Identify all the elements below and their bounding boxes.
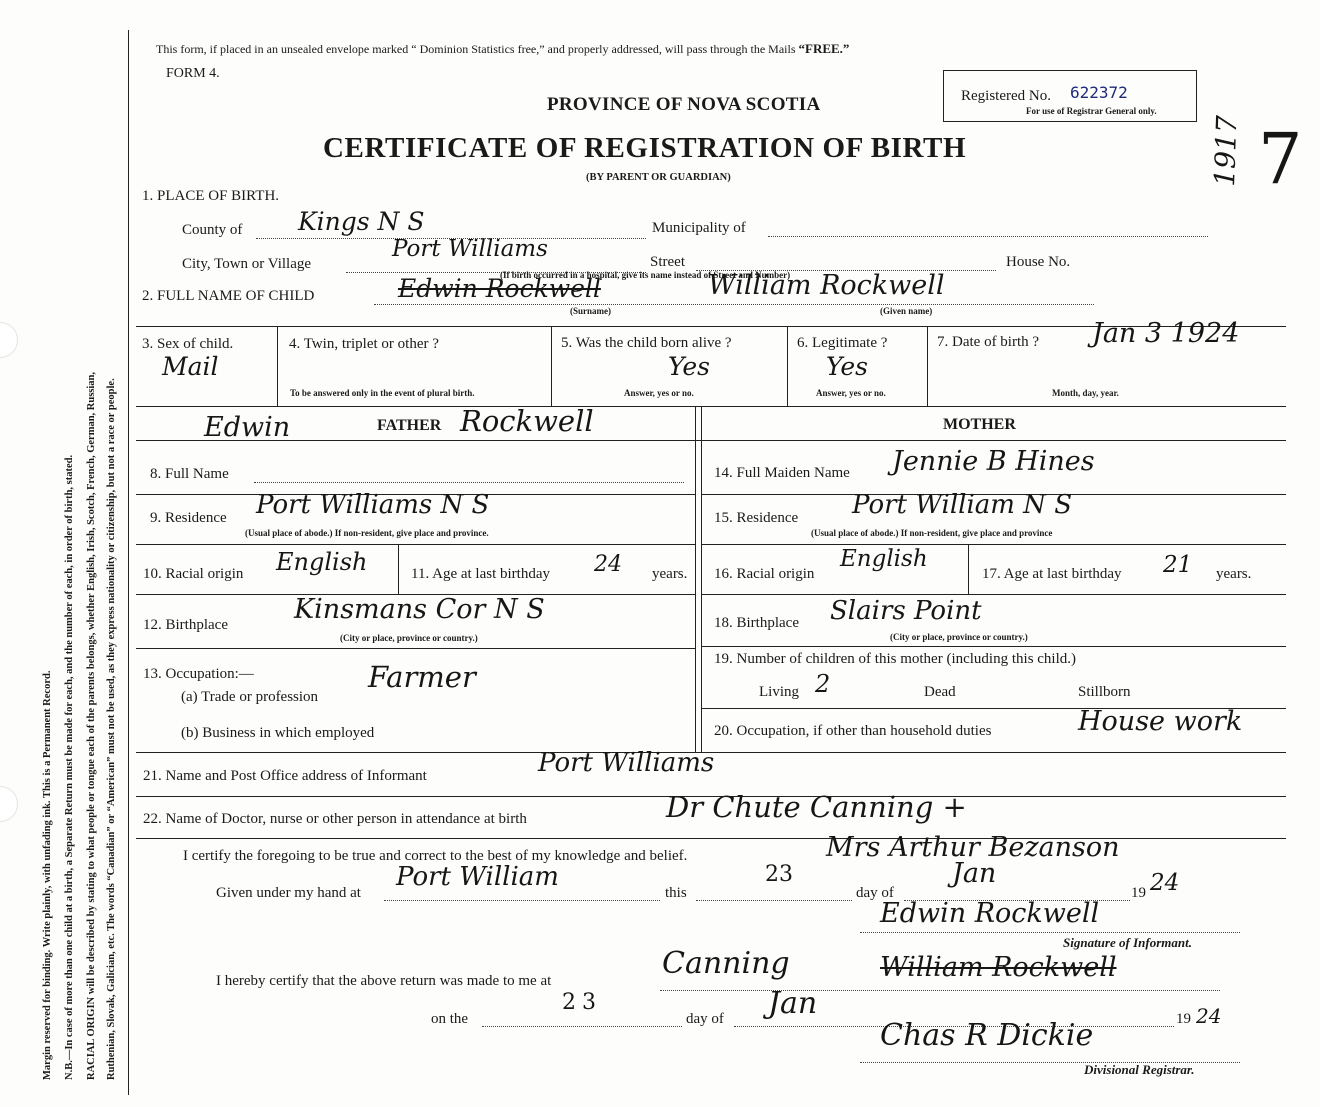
house-label: House No. [1006, 254, 1071, 270]
mother-dead-label: Dead [924, 684, 956, 700]
father-last-hand: Rockwell [460, 404, 594, 438]
margin-text-racial-origin-1: RACIAL ORIGIN will be described by stating to what people or tongue each of the parents belongs, whether English, Irish, Scotch, French, German, Russian, [86, 371, 97, 1080]
mother-racial-value: English [840, 546, 928, 572]
informant-sig-label: Signature of Informant. [1063, 935, 1192, 950]
certify-text: I certify the foregoing to be true and correct to the best of my knowledge and belief. [183, 848, 688, 864]
postage-free: “FREE.” [798, 41, 850, 56]
margin-text-racial-origin-2: Ruthenian, Slovak, Galician, etc. The words “Canadian” or “American” must not be used, as they express nationality or citizenship, but not a race or people. [106, 378, 117, 1080]
sex-label: 3. Sex of child. [142, 336, 234, 352]
given-month-value: Jan [952, 858, 997, 889]
mother-occupation-value: House work [1078, 706, 1243, 737]
legitimate-label: 6. Legitimate ? [797, 335, 888, 351]
registered-box [943, 70, 1197, 122]
registrar-place-dots [660, 990, 1220, 991]
informant-value: Port Williams [538, 748, 715, 778]
certificate-subtitle: (BY PARENT OR GUARDIAN) [586, 172, 731, 183]
date-of-birth-value: Jan 3 1924 [1092, 318, 1240, 349]
mother-racial-divider [968, 544, 969, 594]
registered-label: Registered No. [961, 88, 1051, 104]
margin-text-binding: Margin reserved for binding. Write plainly, with unfading ink. This is a Permanent Record. [42, 670, 53, 1080]
county-label: County of [182, 222, 243, 238]
given-year-prefix: 19 [1131, 885, 1146, 901]
province-heading: PROVINCE OF NOVA SCOTIA [547, 94, 821, 115]
certificate-title: CERTIFICATE OF REGISTRATION OF BIRTH [323, 132, 967, 164]
mother-living-label: Living [759, 684, 799, 700]
registered-number: 622372 [1070, 83, 1128, 102]
mother-years: years. [1216, 566, 1252, 582]
mother-children-label: 19. Number of children of this mother (including this child.) [714, 651, 1077, 667]
row3-divider-2 [551, 326, 552, 406]
postage-notice [156, 41, 849, 57]
registrar-year-prefix: 19 [1176, 1011, 1191, 1027]
parents-top-rule [136, 440, 1286, 441]
mother-racial-rule [701, 594, 1286, 595]
child-name-struck: Edwin Rockwell [398, 274, 601, 303]
surname-note: (Surname) [570, 306, 611, 316]
alive-note: Answer, yes or no. [624, 388, 694, 398]
father-residence-value: Port Williams N S [256, 490, 490, 520]
registrar-margin-mark: 1917 [1208, 114, 1244, 188]
twin-label: 4. Twin, triplet or other ? [289, 336, 439, 352]
father-business-label: (b) Business in which employed [181, 725, 375, 741]
row3-bottom-rule [136, 406, 1286, 407]
father-birthplace-label: 12. Birthplace [143, 617, 228, 633]
county-value: Kings N S [298, 207, 425, 236]
row3-divider-1 [277, 326, 278, 406]
registrar-place-value: Canning [662, 946, 790, 981]
margin-stroke-seven: 7 [1258, 118, 1303, 200]
child-name-label: 2. FULL NAME OF CHILD [142, 288, 315, 304]
legitimate-note: Answer, yes or no. [816, 388, 886, 398]
alive-value: Yes [668, 352, 710, 381]
city-label: City, Town or Village [182, 256, 312, 272]
mother-racial-label: 16. Racial origin [714, 566, 815, 582]
father-residence-rule [136, 544, 696, 545]
mother-maiden-value: Jennie B Hines [892, 446, 1095, 477]
registrar-day-of-label: day of [686, 1011, 724, 1027]
mother-birthplace-value: Slairs Point [830, 596, 982, 626]
alive-label: 5. Was the child born alive ? [561, 335, 732, 351]
registrar-day-dots [482, 1026, 682, 1027]
given-name-note: (Given name) [880, 306, 933, 316]
given-day-of-label: day of [856, 885, 894, 901]
mother-abode-note-b: If non-resident, give place and province [900, 528, 1053, 538]
registrar-struck-name: William Rockwell [880, 952, 1117, 983]
father-residence-label: 9. Residence [150, 510, 227, 526]
mother-residence-rule [701, 544, 1286, 545]
margin-text-plural-birth: N.B.—In case of more than one child at a birth, a Separate Return must be made for each, and the number of each, in order of birth, stated. [64, 454, 75, 1080]
divisional-registrar-label: Divisional Registrar. [1084, 1062, 1195, 1077]
registrar-year-value: 24 [1196, 1004, 1222, 1028]
father-age-label: 11. Age at last birthday [411, 566, 550, 582]
informant-signature: Edwin Rockwell [880, 898, 1100, 929]
given-place-dots [384, 900, 660, 901]
mother-city-note: (City or place, province or country.) [890, 632, 1028, 642]
child-name-dots [374, 304, 1094, 305]
registrar-certify-text: I hereby certify that the above return was made to me at [216, 973, 552, 989]
mother-residence-label: 15. Residence [714, 510, 799, 526]
binding-hole-top [0, 322, 18, 358]
registrar-month-value: Jan [768, 986, 818, 1021]
father-age-value: 24 [594, 552, 622, 577]
mother-occupation-label: 20. Occupation, if other than household duties [714, 723, 992, 739]
given-year-value: 24 [1150, 870, 1180, 896]
sex-value: Mail [162, 352, 219, 381]
registrar-day-value: 23 [562, 990, 602, 1015]
given-this-label: this [665, 885, 687, 901]
mother-stillborn-label: Stillborn [1078, 684, 1131, 700]
mother-abode-note [811, 528, 1052, 538]
father-heading: FATHER [377, 417, 442, 434]
given-day-value: 23 [765, 862, 793, 887]
binding-margin-line [128, 30, 129, 1095]
father-years: years. [652, 566, 688, 582]
form-number: FORM 4. [166, 66, 220, 81]
twin-note: To be answered only in the event of plural birth. [290, 388, 475, 398]
mother-age-value: 21 [1163, 552, 1193, 578]
father-abode-note [245, 528, 489, 538]
father-trade-value: Farmer [368, 660, 476, 694]
father-abode-note-a: (Usual place of abode.) [245, 528, 333, 538]
informant-label: 21. Name and Post Office address of Informant [143, 768, 427, 784]
father-racial-divider [398, 544, 399, 594]
child-name-value: William Rockwell [708, 270, 945, 301]
informant-sig-dots [860, 932, 1240, 933]
mother-abode-note-a: (Usual place of abode.) [811, 528, 899, 538]
parents-center-double-rule-b [701, 406, 702, 753]
mother-maiden-label: 14. Full Maiden Name [714, 465, 850, 481]
parents-center-double-rule-a [695, 406, 696, 753]
certify-signer: Mrs Arthur Bezanson [826, 832, 1120, 863]
postage-notice-text: This form, if placed in an unsealed envelope marked “ Dominion Statistics free,” and properly addressed, will pass through the Mails [156, 42, 796, 56]
binding-hole-bottom [0, 786, 18, 822]
mother-birthplace-rule [701, 646, 1286, 647]
doctor-label: 22. Name of Doctor, nurse or other person in attendance at birth [143, 811, 527, 827]
legitimate-value: Yes [826, 352, 868, 381]
mother-age-label: 17. Age at last birthday [982, 566, 1122, 582]
father-birthplace-rule [136, 648, 696, 649]
father-birthplace-value: Kinsmans Cor N S [294, 594, 545, 625]
given-day-dots [696, 900, 852, 901]
father-full-name-label: 8. Full Name [150, 466, 229, 482]
father-trade-label: (a) Trade or profession [181, 689, 319, 705]
father-first-hand: Edwin [204, 412, 291, 443]
city-value: Port Williams [392, 236, 548, 262]
place-of-birth-label: 1. PLACE OF BIRTH. [142, 188, 280, 204]
father-racial-label: 10. Racial origin [143, 566, 244, 582]
date-of-birth-note: Month, day, year. [1052, 388, 1119, 398]
mother-birthplace-label: 18. Birthplace [714, 615, 799, 631]
given-under-hand-label: Given under my hand at [216, 885, 361, 901]
father-city-note: (City or place, province or country.) [340, 633, 478, 643]
registrar-on-the-label: on the [431, 1011, 469, 1027]
mother-living-value: 2 [815, 670, 831, 698]
date-of-birth-label: 7. Date of birth ? [937, 334, 1040, 350]
registered-note: For use of Registrar General only. [1026, 106, 1157, 116]
father-full-name-dots [254, 482, 684, 483]
hospital-note: (If birth occurred in a hospital, give its name instead of Street and Number) [500, 270, 791, 280]
father-racial-value: English [276, 548, 368, 576]
father-occupation-label: 13. Occupation:— [143, 666, 254, 682]
row3-divider-3 [787, 326, 788, 406]
municipality-label: Municipality of [652, 220, 746, 236]
mother-heading: MOTHER [943, 416, 1016, 433]
doctor-value: Dr Chute Canning + [666, 790, 967, 824]
father-abode-note-b: If non-resident, give place and province. [334, 528, 489, 538]
given-place-value: Port William [396, 862, 559, 892]
row3-divider-4 [927, 326, 928, 406]
municipality-dots [768, 236, 1208, 237]
divisional-registrar-signature: Chas R Dickie [880, 1018, 1094, 1053]
street-label: Street [650, 254, 685, 270]
mother-residence-value: Port William N S [852, 490, 1073, 520]
